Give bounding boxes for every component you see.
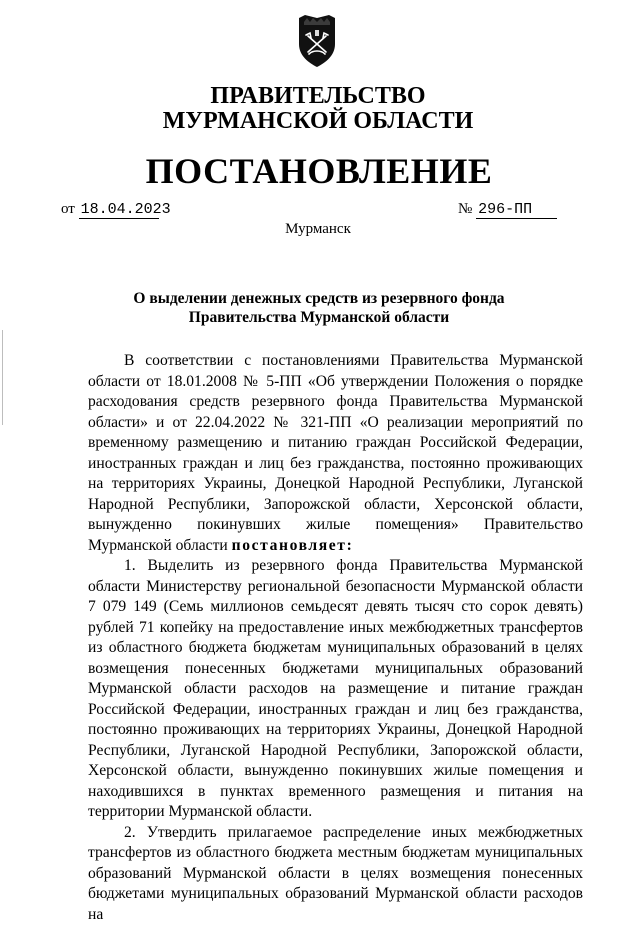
document-subject <box>0 289 638 327</box>
number-prefix: № <box>458 201 472 217</box>
document-city: Мурманск <box>0 221 636 238</box>
item-2-paragraph: 2. Утвердить прилагаемое распределение иных межбюджетных трансфертов из областного бюджета местным бюджетам муниципальных образований Мурманской области в целях возмещения понесенных бюджетами муниципальных образований Мурманской области расходов на <box>88 823 583 925</box>
preamble-text: В соответствии с постановлениями Правительства Мурманской области от 18.01.2008 № 5-ПП «Об утверждении Положения о порядке расходования средств резервного фонда Правительства Мурманской области» и от 22.04.2022 № 321-ПП «О реализации мероприятий по временному размещению и питанию граждан Российской Федерации, иностранных граждан и лиц без гражданства, постоянно проживающих на территориях Украины, Донецкой Народной Республики, Луганской Народной Республики, Запорожской области, Херсонской области, вынужденно покинувших жилые помещения» Правительство Мурманской области <box>88 352 583 554</box>
preamble-paragraph <box>88 351 583 556</box>
item-1-paragraph: 1. Выделить из резервного фонда Правительства Мурманской области Министерству региональной безопасности Мурманской области 7 079 149 (Семь миллионов семьдесят девять тысяч сто сорок девять) рублей 71 копейку на предоставление иных межбюджетных трансфертов из областного бюджета бюджетам муниципальных образований в целях возмещения понесенных бюджетами муниципальных образований Мурманской области расходов на размещение и питание граждан Российской Федерации, иностранных граждан и лиц без гражданства, постоянно проживающих на территориях Украины, Донецкой Народной Республики, Луганской Народной Республики, Запорожской области, Херсонской области, вынужденно покинувших жилые помещения и находившихся в пунктах временного размещения и питания на территории Мурманской области. <box>88 556 583 823</box>
org-title-line1: ПРАВИТЕЛЬСТВО <box>0 83 636 109</box>
date-prefix: от <box>61 201 75 217</box>
subject-line1: О выделении денежных средств из резервного фонда <box>0 289 638 308</box>
document-number: 296-ПП <box>476 201 557 219</box>
scan-margin-line <box>2 330 3 425</box>
document-date: 18.04.2023 <box>79 201 159 219</box>
document-type: ПОСТАНОВЛЕНИЕ <box>0 150 638 192</box>
subject-line2: Правительства Мурманской области <box>0 308 638 327</box>
document-number-line <box>458 201 557 219</box>
murmansk-coat-of-arms-icon <box>295 14 339 68</box>
org-title-line2: МУРМАНСКОЙ ОБЛАСТИ <box>0 108 636 134</box>
resolves-keyword: постановляет: <box>232 537 354 554</box>
document-date-line <box>61 201 159 219</box>
document-body <box>88 351 583 925</box>
